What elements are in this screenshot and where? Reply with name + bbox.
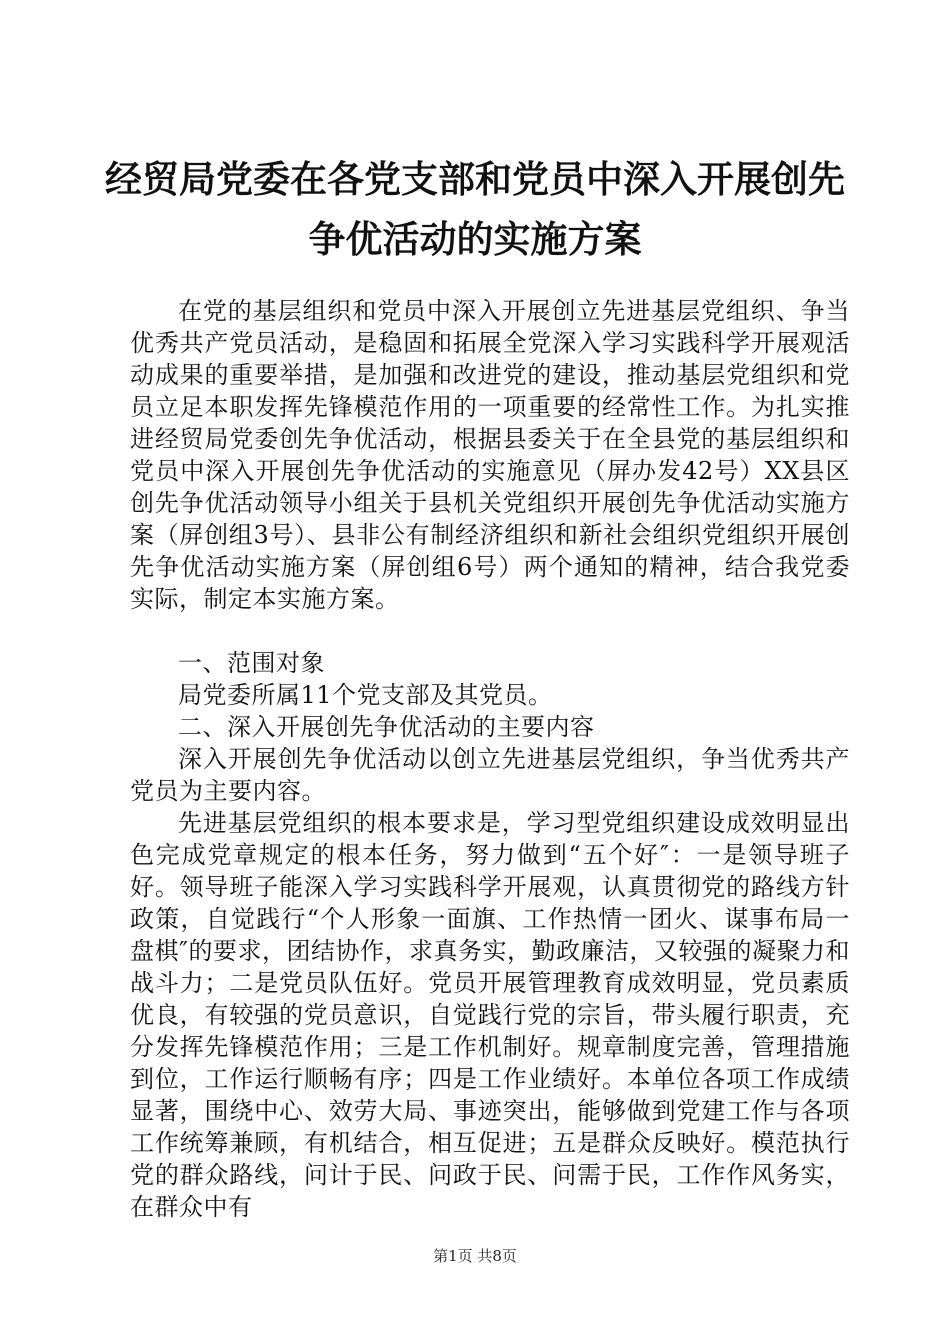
requirements-paragraph: 先进基层党组织的根本要求是，学习型党组织建设成效明显出色完成党章规定的根本任务，努力做到“五个好″：一是领导班子好。领导班子能深入学习实践科学开展观，认真贯彻党的路线方针政策，自觉践行“个人形象一面旗、工作热情一团火、谋事布局一盘棋″的要求，团结协作，求真务实，勤政廉洁，又较强的凝聚力和战斗力；二是党员队伍好。党员开展管理教育成效明显，党员素质优良，有较强的党员意识，自觉践行党的宗旨，带头履行职责，充分发挥先锋模范作用；三是工作机制好。规章制度完善，管理措施到位，工作运行顺畅有序；四是工作业绩好。本单位各项工作成绩显著，围绕中心、效劳大局、事迹突出，能够做到党建工作与各项工作统筹兼顾，有机结合，相互促进；五是群众反映好。模范执行党的群众路线，问计于民、问政于民、问需于民，工作作风务实，在群众中有 bbox=[130, 809, 850, 1221]
page-number-footer: 第1页 共8页 bbox=[433, 1247, 517, 1265]
section-heading-content: 二、深入开展创先争优活动的主要内容 bbox=[178, 713, 595, 741]
document-title-line-2: 争优活动的实施方案 bbox=[308, 218, 642, 261]
content-paragraph: 深入开展创先争优活动以创立先进基层党组织，争当优秀共产党员为主要内容。 bbox=[130, 745, 850, 805]
document-title-line-1: 经贸局党委在各党支部和党员中深入开展创先 bbox=[105, 158, 845, 201]
document-body bbox=[130, 295, 850, 1223]
intro-paragraph: 在党的基层组织和党员中深入开展创立先进基层党组织、争当优秀共产党员活动，是稳固和拓展全党深入学习实践科学开展观活动成果的重要举措，是加强和改进党的建设，推动基层党组织和党员立足本职发挥先锋模范作用的一项重要的经常性工作。为扎实推进经贸局党委创先争优活动，根据县委关于在全县党的基层组织和党员中深入开展创先争优活动的实施意见（屏办发42号）XX县区创先争优活动领导小组关于县机关党组织开展创先争优活动实施方案（屏创组3号）、县非公有制经济组织和新社会组织党组织开展创先争优活动实施方案（屏创组6号）两个通知的精神，结合我党委实际，制定本实施方案。 bbox=[130, 297, 850, 613]
section-heading-scope: 一、范围对象 bbox=[178, 649, 325, 677]
scope-paragraph: 局党委所属11个党支部及其党员。 bbox=[178, 681, 553, 709]
